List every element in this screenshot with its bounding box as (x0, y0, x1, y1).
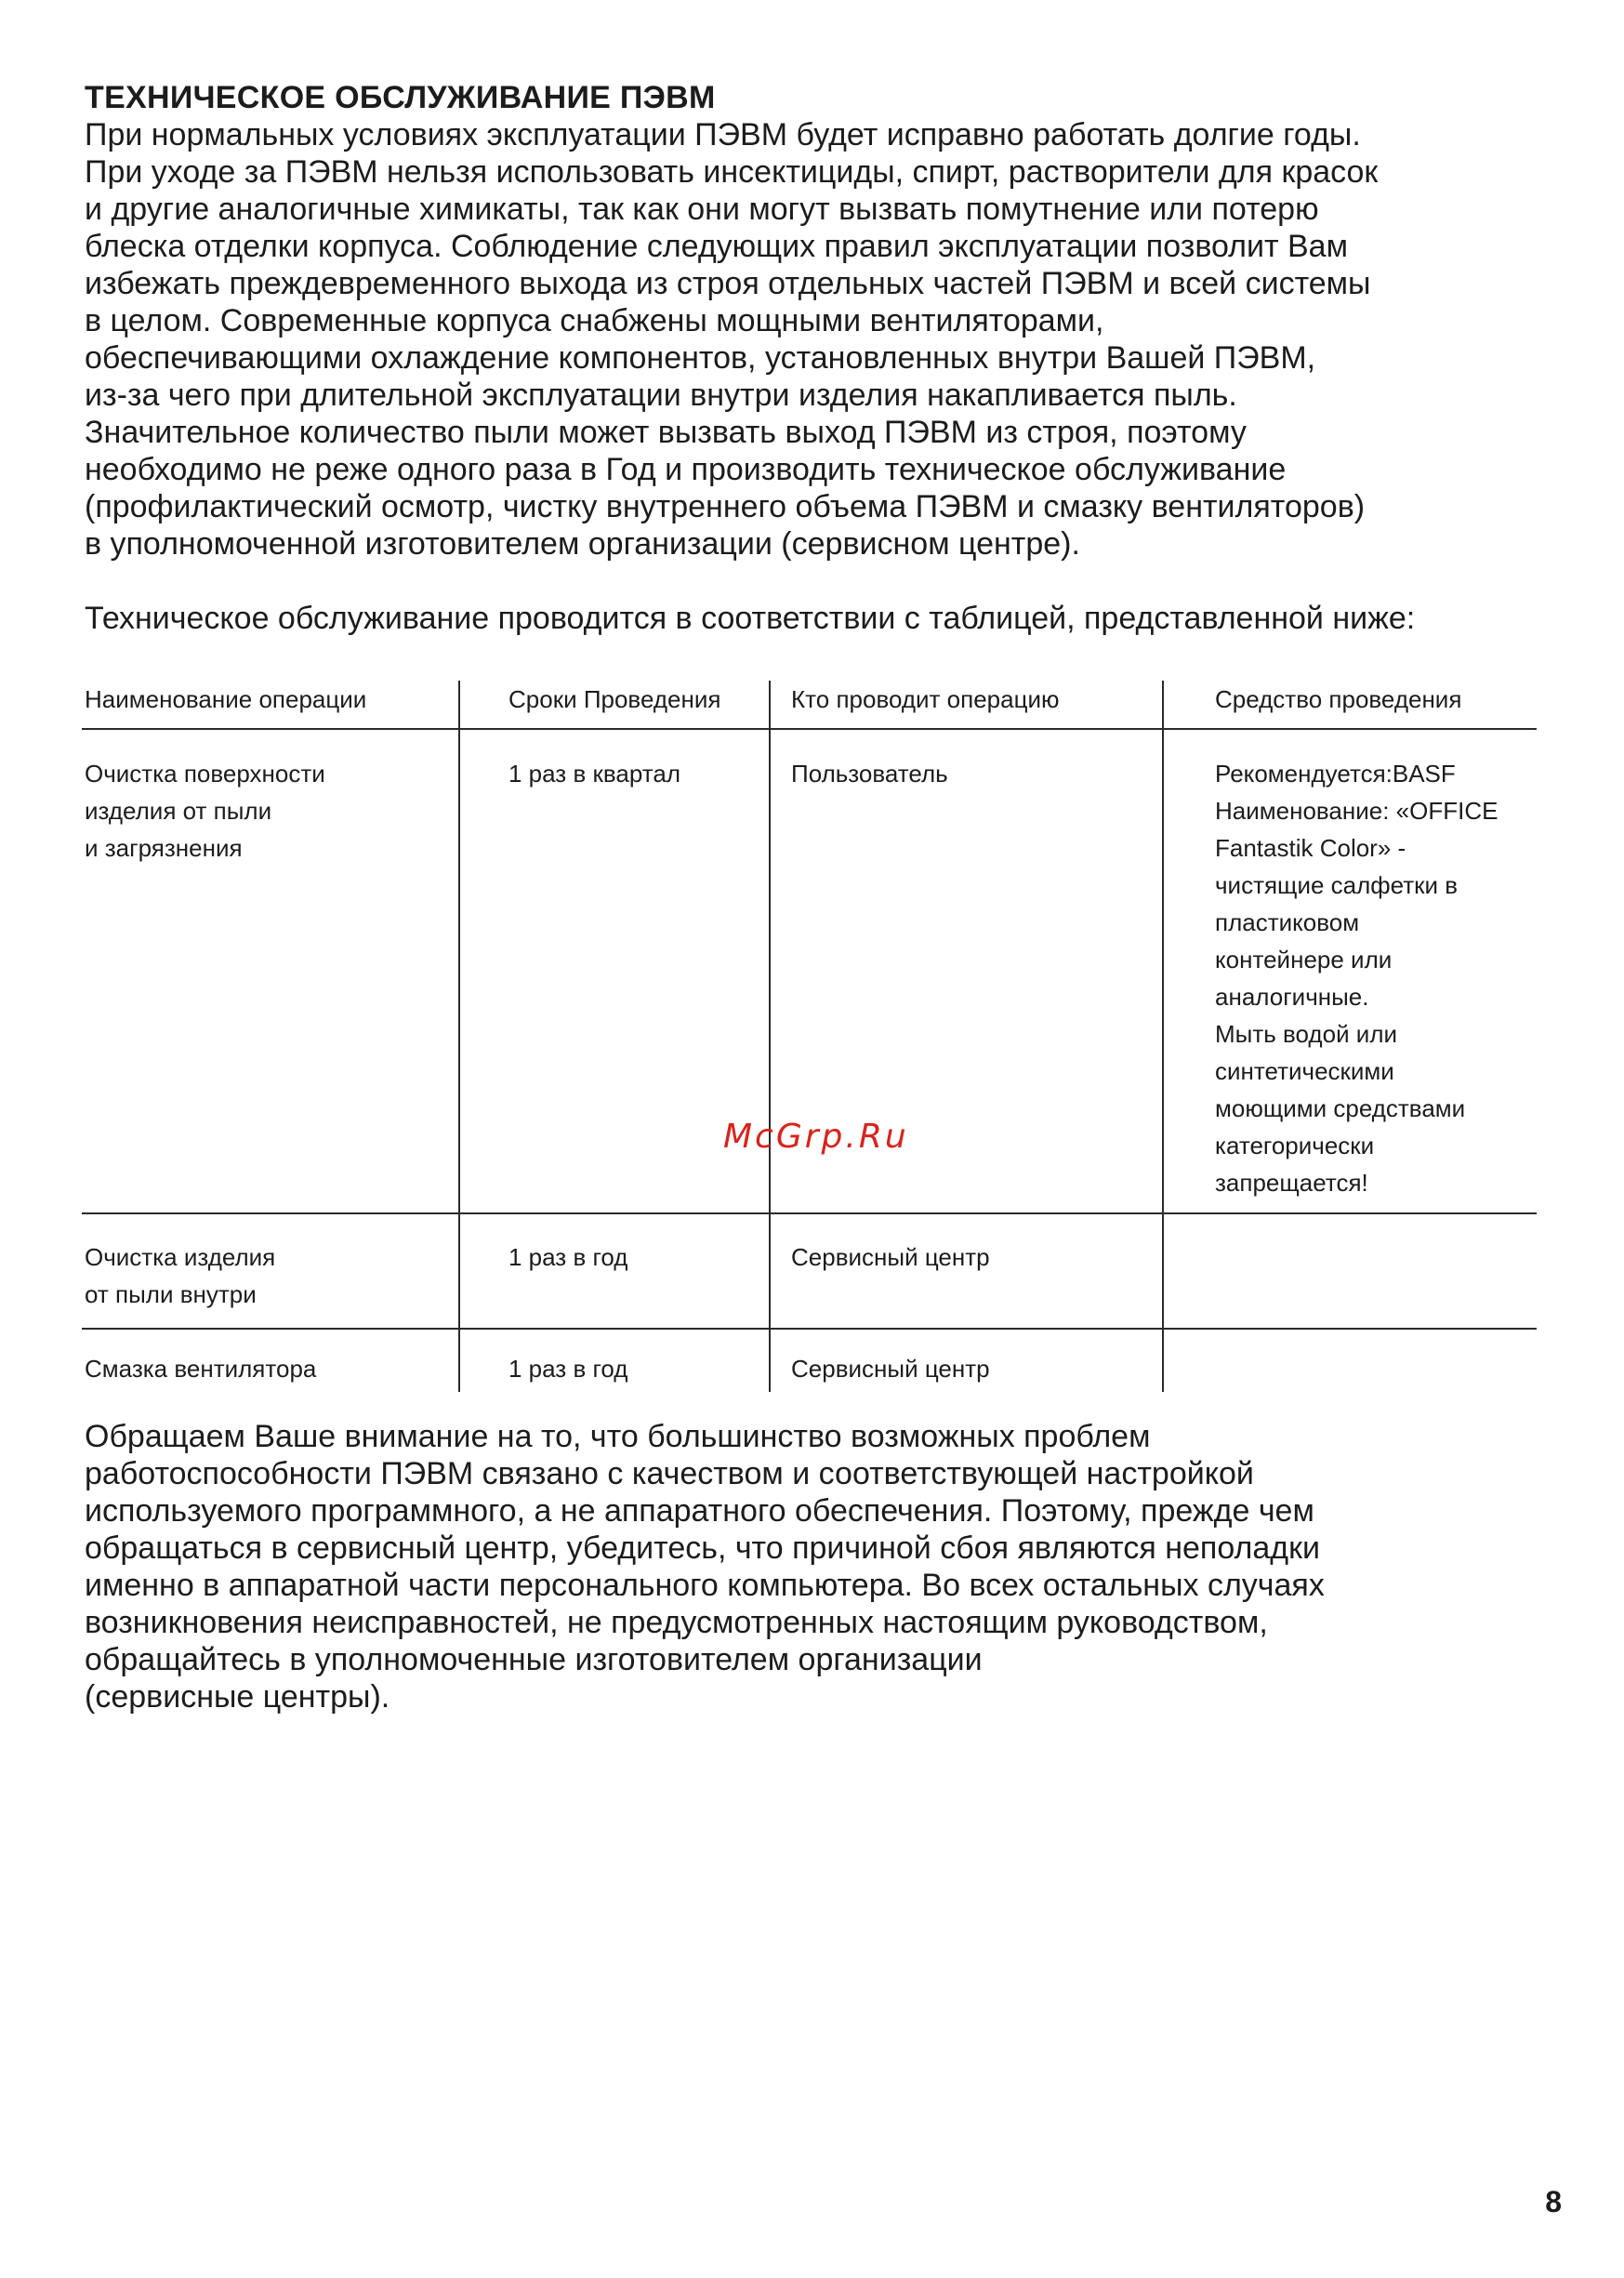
outro-line: Обращаем Ваше внимание на то, что большинство возможных проблем (85, 1419, 1151, 1454)
outro-line: (сервисные центры). (85, 1679, 390, 1715)
table-column-rule (1162, 681, 1164, 1392)
intro-line: (профилактический осмотр, чистку внутреннего объема ПЭВМ и смазку вентиляторов) (85, 489, 1366, 524)
page-title: ТЕХНИЧЕСКОЕ ОБСЛУЖИВАНИЕ ПЭВМ (85, 80, 716, 115)
intro-line: в уполномоченной изготовителем организации (сервисном центре). (85, 526, 1080, 562)
table-header-cell: Кто проводит операцию (791, 685, 1060, 713)
table-header-cell: Наименование операции (85, 685, 367, 713)
intro-line: При нормальных условиях эксплуатации ПЭВМ будет исправно работать долгие годы. (85, 117, 1361, 152)
table-cell-performer: Сервисный центр (791, 1243, 990, 1271)
table-cell-period: 1 раз в квартал (508, 760, 680, 788)
intro-line: из-за чего при длительной эксплуатации внутри изделия накапливается пыль. (85, 377, 1237, 413)
table-cell-performer: Сервисный центр (791, 1355, 990, 1383)
outro-line: именно в аппаратной части персонального компьютера. Во всех остальных случаях (85, 1568, 1325, 1603)
intro-line: При уходе за ПЭВМ нельзя использовать инсектициды, спирт, растворители для красок (85, 154, 1379, 190)
table-cell-operation: Смазка вентилятора (85, 1355, 317, 1383)
table-cell-period: 1 раз в год (508, 1355, 628, 1383)
table-header-cell: Средство проведения (1215, 685, 1462, 713)
outro-line: используемого программного, а не аппаратного обеспечения. Поэтому, прежде чем (85, 1493, 1314, 1529)
outro-line: обращаться в сервисный центр, убедитесь, что причиной сбоя являются неполадки (85, 1530, 1320, 1566)
outro-paragraph (85, 1418, 1572, 1715)
intro-line: блеска отделки корпуса. Соблюдение следующих правил эксплуатации позволит Вам (85, 229, 1348, 264)
table-row-rule (82, 1212, 1537, 1214)
page-number: 8 (1545, 2185, 1562, 2218)
table-cell-period: 1 раз в год (508, 1243, 628, 1271)
maintenance-table (82, 681, 1537, 1392)
intro-line: обеспечивающими охлаждение компонентов, установленных внутри Вашей ПЭВМ, (85, 340, 1316, 376)
intro-line: Значительное количество пыли может вызвать выход ПЭВМ из строя, поэтому (85, 415, 1247, 450)
intro-line: в целом. Современные корпуса снабжены мощными вентиляторами, (85, 303, 1104, 338)
outro-line: обращайтесь в уполномоченные изготовителем организации (85, 1642, 983, 1677)
table-column-rule (458, 681, 460, 1392)
table-column-rule (769, 681, 771, 1392)
table-header-cell: Сроки Проведения (508, 685, 721, 713)
table-header-rule (82, 728, 1537, 730)
table-cell-means: Рекомендуется:BASF Наименование: «OFFICE Fantastik Color» - чистящие салфетки в пластиковом контейнере или аналогичные. Мыть водой или синтетическими моющими средствами категорически запрещается! (1215, 760, 1499, 1197)
intro-line: необходимо не реже одного раза в Год и производить техническое обслуживание (85, 452, 1287, 487)
table-cell-operation: Очистка изделия от пыли внутри (85, 1243, 276, 1308)
table-intro: Техническое обслуживание проводится в соответствии с таблицей, представленной ниже: (85, 601, 1416, 636)
table-cell-performer: Пользователь (791, 760, 948, 788)
table-cell-operation: Очистка поверхности изделия от пыли и загрязнения (85, 760, 325, 862)
intro-paragraph (85, 116, 1572, 563)
intro-line: и другие аналогичные химикаты, так как они могут вызвать помутнение или потерю (85, 192, 1319, 227)
outro-line: возникновения неисправностей, не предусмотренных настоящим руководством, (85, 1605, 1268, 1640)
watermark: McGrp.Ru (723, 1118, 909, 1156)
table-row-rule (82, 1328, 1537, 1330)
intro-line: избежать преждевременного выхода из строя отдельных частей ПЭВМ и всей системы (85, 266, 1371, 301)
outro-line: работоспособности ПЭВМ связано с качеством и соответствующей настройкой (85, 1456, 1254, 1491)
